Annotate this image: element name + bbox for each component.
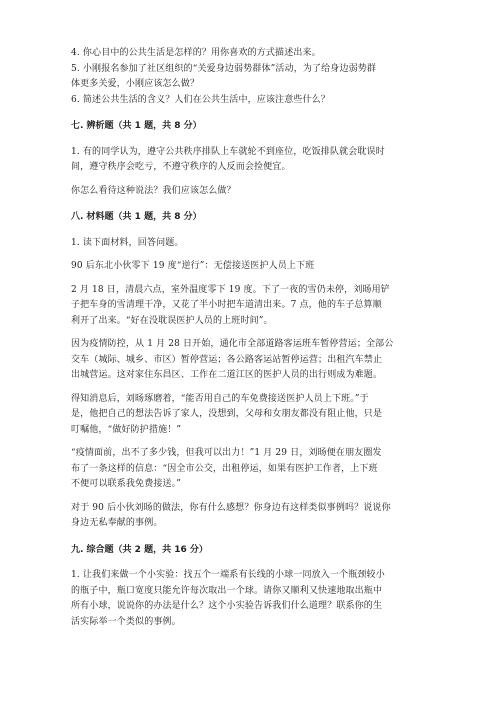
material-paragraph-2 xyxy=(71,337,431,384)
question-4: 4. 你心目中的公共生活是怎样的？用你喜欢的方式描述出来。 xyxy=(71,48,321,58)
material-paragraph-1 xyxy=(71,283,431,330)
text-line: 你怎么看待这种说法？我们应该怎么做？ xyxy=(71,185,236,196)
text-line: 间，遵守秩序会吃亏，不遵守秩序的人反而会捡便宜。 xyxy=(71,162,291,172)
question-6: 6. 简述公共生活的含义？人们在公共生活中，应该注意些什么？ xyxy=(71,94,330,105)
text-line: 出城营运。这对家住东昌区、工作在二道江区的医护人员的出行则成为难题。 xyxy=(71,370,383,380)
text-line: 布了一条这样的信息：“因全市公交，出租停运，如果有医护工作者，上下班 xyxy=(71,463,378,474)
text-line: 1. 读下面材料，回答问题。 xyxy=(71,237,184,248)
text-line: 因为疫情防控，从 1 月 28 日开始，通化市全部道路客运班车暂停营运；全部公 xyxy=(71,339,394,349)
text-line: 活实际举一个类似的事例。 xyxy=(71,616,181,627)
text-line: 利开了出来。“好在没耽误医护人员的上班时间”。 xyxy=(71,315,273,326)
text-line: 1. 让我们来做一个小实验：找五个一端系有长线的小球一同放入一个瓶颈较小 xyxy=(71,570,385,580)
section-7-title: 七. 辨析题（共 1 题，共 8 分） xyxy=(71,121,202,131)
text-line: 1. 有的同学认为，遵守公共秩序排队上车就轮不到座位，吃饭排队就会耽误时 xyxy=(71,146,385,157)
question-list-top xyxy=(71,46,431,108)
section-8-instruction xyxy=(71,236,431,252)
section-9-title: 九. 综合题（共 2 题，共 16 分） xyxy=(71,544,208,555)
question-5-line-1: 5. 小刚报名参加了社区组织的“关爱身边弱势群体”活动，为了给身边弱势群 xyxy=(71,63,377,74)
material-paragraph-4 xyxy=(71,446,431,493)
section-8-question xyxy=(71,501,431,532)
text-line: 叮嘱他，“做好防护措施！” xyxy=(71,424,182,435)
text-line: 交车（城际、城乡、市区）暂停营运；各公路客运站暂停运营；出租汽车禁止 xyxy=(71,354,383,365)
text-line: “疫情面前，出不了多少钱，但我可以出力！”1 月 29 日，刘旸便在朋友圈发 xyxy=(71,448,382,458)
material-paragraph-3 xyxy=(71,392,431,439)
section-7-prompt xyxy=(71,184,431,200)
text-line: 身边无私奉献的事例。 xyxy=(71,518,163,528)
text-line: 子把车身的雪清理干净，又花了半小时把车道清出来。7 点，他的车子总算顺 xyxy=(71,300,382,310)
text-line: 得知消息后，刘旸琢磨着，“能否用自己的车免费接送医护人员上下班。”于 xyxy=(71,393,369,404)
text-line: 90 后东北小伙零下 19 度“逆行”：无偿接送医护人员上下班 xyxy=(71,261,315,271)
section-7-question-1 xyxy=(71,145,431,176)
question-5-line-2: 体更多关爱，小刚应该怎么做？ xyxy=(71,79,200,89)
text-line: 是，他把自己的想法告诉了家人，没想到，父母和女朋友都没有阻止他，只是 xyxy=(71,409,383,419)
document-page xyxy=(71,46,431,638)
text-line: 对于 90 后小伙刘旸的做法，你有什么感想？你身边有这样类似事例吗？说说你 xyxy=(71,502,391,513)
section-9-question-1 xyxy=(71,568,431,630)
text-line: 2 月 18 日，清晨六点，室外温度零下 19 度。下了一夜的雪仍未停，刘旸用铲 xyxy=(71,284,390,295)
text-line: 所有小球，说说你的办法是什么？这个小实验告诉我们什么道理？联系你的生 xyxy=(71,601,383,611)
text-line: 的瓶子中，瓶口宽度只能允许每次取出一个球。请你又顺利又快速地取出瓶中 xyxy=(71,585,383,596)
material-headline xyxy=(71,259,431,275)
section-8-title: 八. 材料题（共 1 题，共 8 分） xyxy=(71,212,202,222)
text-line: 不便可以联系我免费接送。” xyxy=(71,479,182,489)
